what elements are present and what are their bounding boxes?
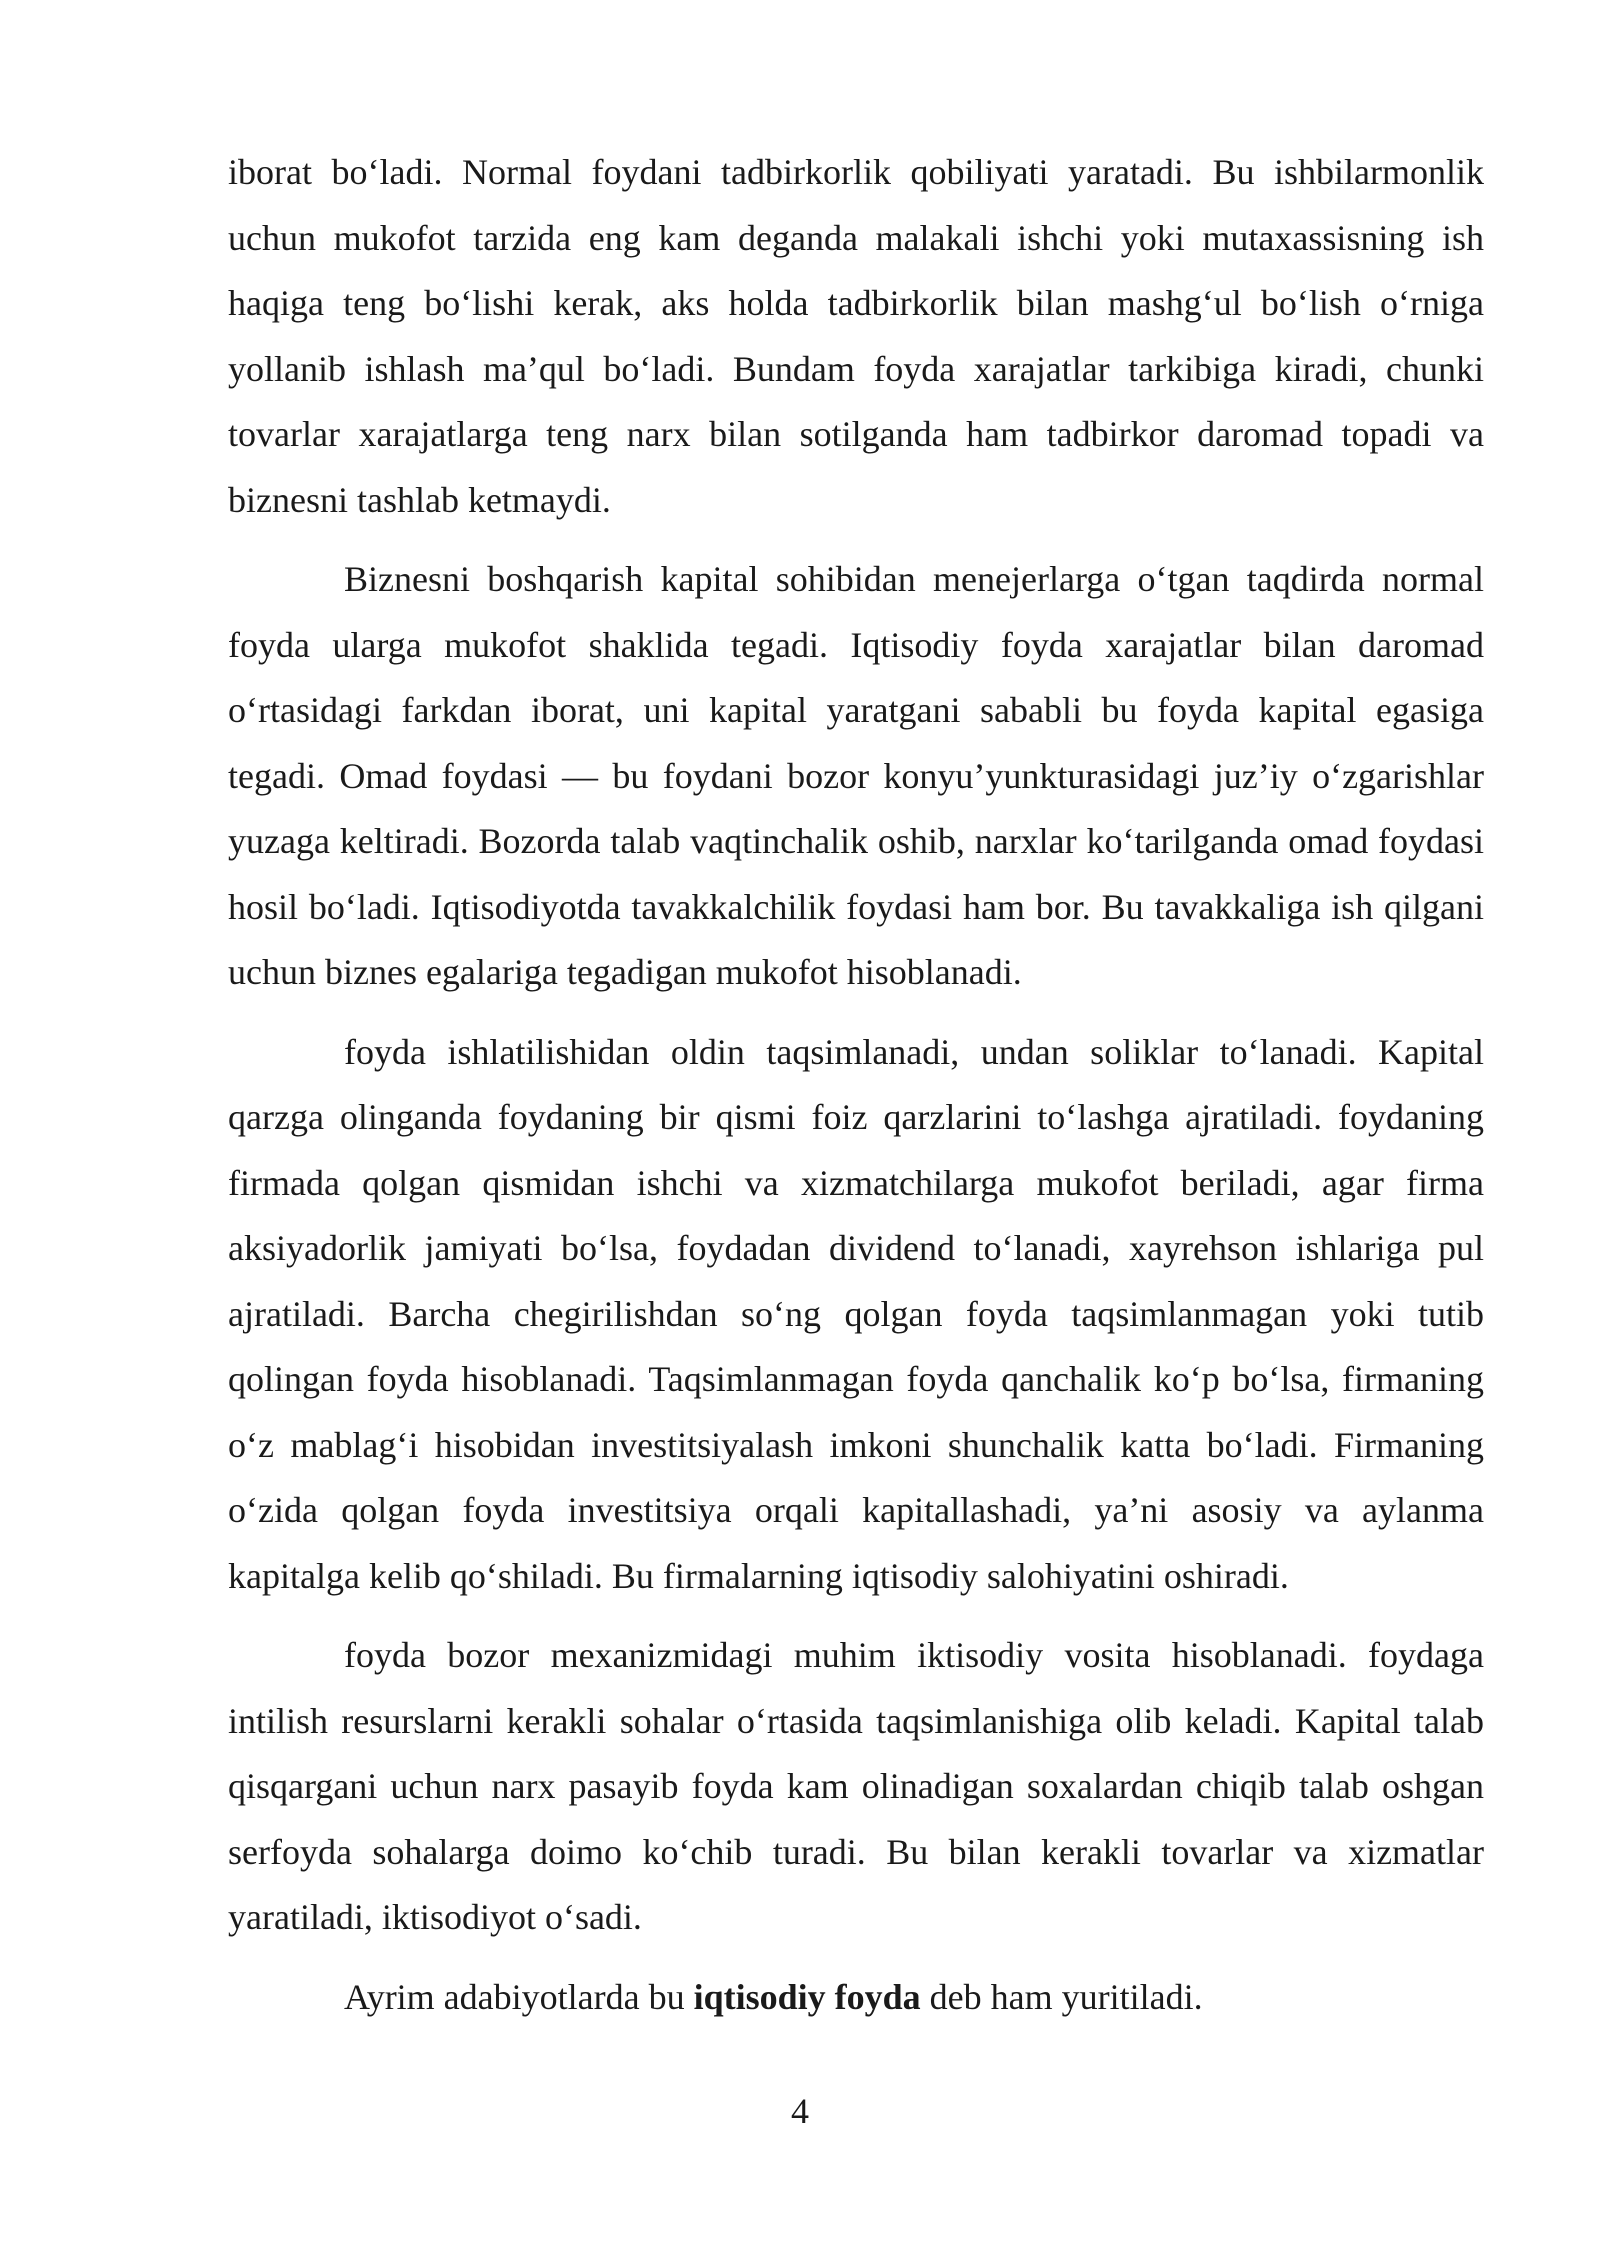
paragraph-4: foyda bozor mexanizmidagi muhim iktisodiy vosita hisoblanadi. foydaga intilish resurslarni kerakli sohalar o‘rtasida taqsimlanishiga olib keladi. Kapital talab qisqargani uchun narx pasayib foyda kam olinadigan soxalardan chiqib talab oshgan serfoyda sohalarga doimo ko‘chib turadi. Bu bilan kerakli tovarlar va xizmatlar yaratiladi, iktisodiyot o‘sadi. bbox=[228, 1635, 1484, 1937]
paragraph-5-after: deb ham yuritiladi. bbox=[920, 1976, 1203, 2017]
document-body bbox=[228, 140, 1484, 2044]
paragraph-1: iborat bo‘ladi. Normal foydani tadbirkorlik qobiliyati yaratadi. Bu ishbilarmonlik uchun mukofot tarzida eng kam deganda malakali ishchi yoki mutaxassisning ish haqiga teng bo‘lishi kerak, aks holda tadbirkorlik bilan mashg‘ul bo‘lish o‘rniga yollanib ishlash ma’qul bo‘ladi. Bundam foyda xarajatlar tarkibiga kiradi, chunki tovarlar xarajatlarga teng narx bilan sotilganda ham tadbirkor daromad topadi va biznesni tashlab ketmaydi. bbox=[228, 152, 1484, 520]
paragraph-5-before: Ayrim adabiyotlarda bu bbox=[344, 1976, 694, 2017]
paragraph-5-bold-term: iqtisodiy foyda bbox=[693, 1976, 921, 2017]
paragraph-5 bbox=[228, 1965, 1484, 2031]
paragraph-2: Biznesni boshqarish kapital sohibidan menejerlarga o‘tgan taqdirda normal foyda ularga mukofot shaklida tegadi. Iqtisodiy foyda xarajatlar bilan daromad o‘rtasidagi farkdan iborat, uni kapital yaratgani sababli bu foyda kapital egasiga tegadi. Omad foydasi — bu foydani bozor konyu’yunkturasidagi juz’iy o‘zgarishlar yuzaga keltiradi. Bozorda talab vaqtinchalik oshib, narxlar ko‘tarilganda omad foydasi hosil bo‘ladi. Iqtisodiyotda tavakkalchilik foydasi ham bor. Bu tavakkaliga ish qilgani uchun biznes egalariga tegadigan mukofot hisoblanadi. bbox=[228, 559, 1484, 992]
page-number: 4 bbox=[791, 2091, 809, 2131]
paragraph-3: foyda ishlatilishidan oldin taqsimlanadi, undan soliklar to‘lanadi. Kapital qarzga olinganda foydaning bir qismi foiz qarzlarini to‘lashga ajratiladi. foydaning firmada qolgan qismidan ishchi va xizmatchilarga mukofot beriladi, agar firma aksiyadorlik jamiyati bo‘lsa, foydadan dividend to‘lanadi, xayrehson ishlariga pul ajratiladi. Barcha chegirilishdan so‘ng qolgan foyda taqsimlanmagan yoki tutib qolingan foyda hisoblanadi. Taqsimlanmagan foyda qanchalik ko‘p bo‘lsa, firmaning o‘z mablag‘i hisobidan investitsiyalash imkoni shunchalik katta bo‘ladi. Firmaning o‘zida qolgan foyda investitsiya orqali kapitallashadi, ya’ni asosiy va aylanma kapitalga kelib qo‘shiladi. Bu firmalarning iqtisodiy salohiyatini oshiradi. bbox=[228, 1031, 1484, 1596]
